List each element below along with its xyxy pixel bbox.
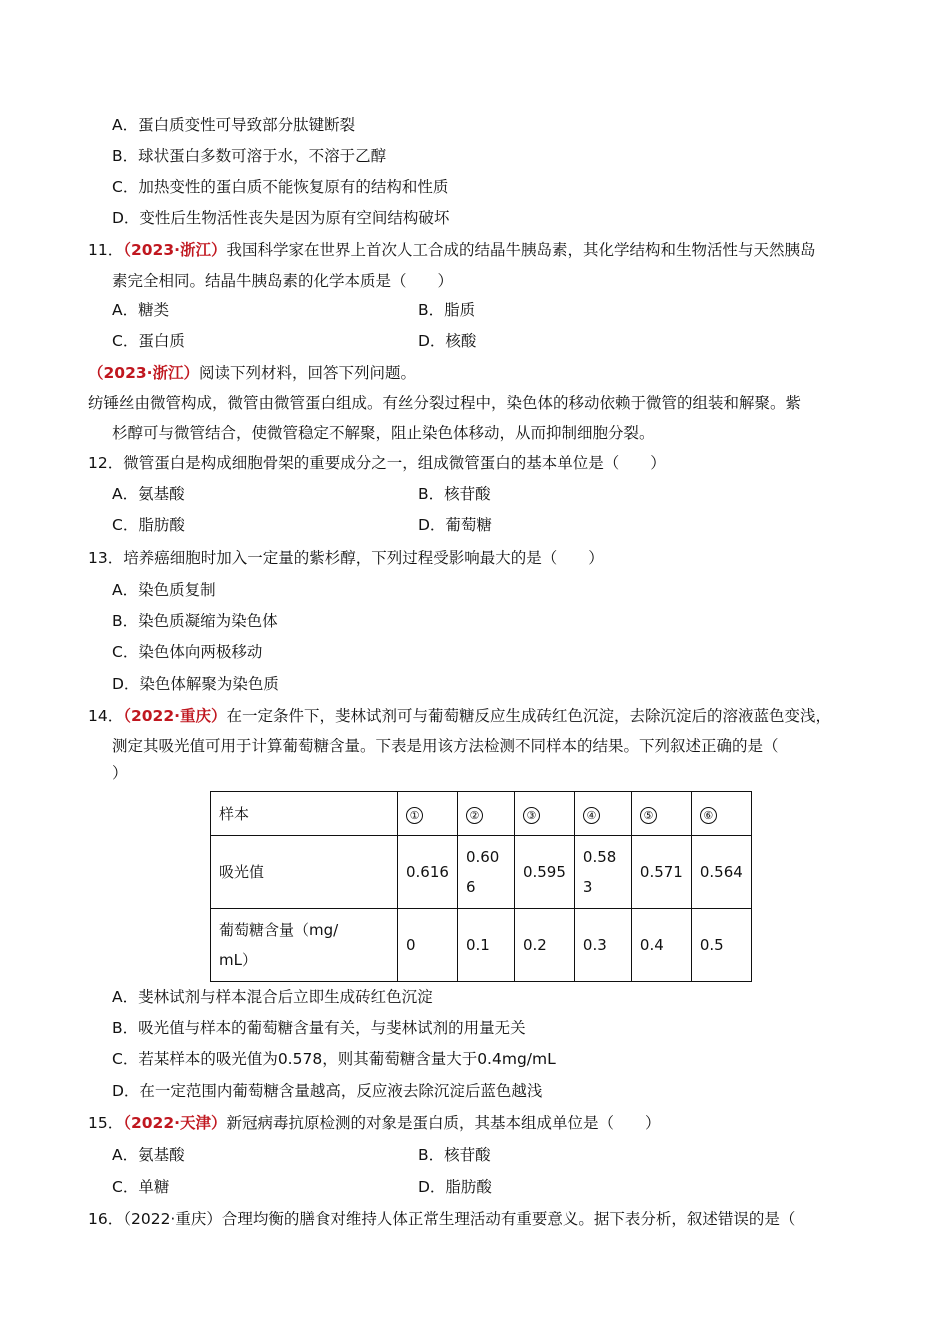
absorbance-value-wrap: 6 [465, 878, 476, 896]
q14-option-b: B．吸光值与样本的葡萄糖含量有关，与斐林试剂的用量无关 [112, 1019, 526, 1037]
q15-stem [88, 1112, 661, 1134]
absorbance-value: 0.58 [582, 848, 617, 866]
q11-option-d: D．核酸 [418, 332, 477, 350]
absorbance-value-wrap: 3 [582, 878, 593, 896]
sample-label: ⑥ [700, 807, 717, 824]
q14-stem-line1 [88, 705, 831, 727]
q11-option-a: A．糖类 [112, 301, 170, 319]
sample-cell [398, 792, 458, 836]
q14-option-c: C．若某样本的吸光值为0.578，则其葡萄糖含量大于0.4mg/mL [112, 1050, 556, 1068]
q10-option-d: D．变性后生物活性丧失是因为原有空间结构破坏 [112, 209, 450, 227]
source-tag: （2023·浙江） [123, 241, 227, 259]
table-row-glucose [211, 909, 752, 982]
source-tag: （2022·重庆） [123, 1210, 222, 1228]
q13-option-a: A．染色质复制 [112, 581, 216, 599]
material-header [88, 362, 416, 384]
stem-text: 合理均衡的膳食对维持人体正常生理活动有重要意义。据下表分析，叙述错误的是（ [221, 1210, 796, 1228]
glucose-cell: 0 [398, 909, 458, 982]
question-number: 14． [88, 707, 124, 725]
sample-label: ⑤ [640, 807, 657, 824]
table-row-absorbance [211, 836, 752, 909]
stem-text: 新冠病毒抗原检测的对象是蛋白质，其基本组成单位是（ ） [226, 1114, 661, 1132]
row-label-line2: mL） [219, 951, 257, 969]
sample-label: ① [406, 807, 423, 824]
sample-label: ④ [583, 807, 600, 824]
glucose-cell: 0.1 [457, 909, 514, 982]
sample-cell [514, 792, 574, 836]
q15-option-d: D．脂肪酸 [418, 1178, 492, 1196]
q13-option-c: C．染色体向两极移动 [112, 643, 263, 661]
source-tag: （2022·天津） [123, 1114, 227, 1132]
q14-stem-line2: 测定其吸光值可用于计算葡萄糖含量。下表是用该方法检测不同样本的结果。下列叙述正确的是（ [112, 737, 779, 755]
q10-option-b: B．球状蛋白多数可溶于水，不溶于乙醇 [112, 147, 387, 165]
source-tag: （2023·浙江） [88, 364, 200, 382]
q14-stem-line3: ） [112, 764, 128, 782]
q15-option-c: C．单糖 [112, 1178, 170, 1196]
source-tag: （2022·重庆） [123, 707, 227, 725]
q16-stem [88, 1208, 795, 1230]
sample-cell [457, 792, 514, 836]
q13-option-d: D．染色体解聚为染色质 [112, 675, 279, 693]
q10-option-a: A．蛋白质变性可导致部分肽键断裂 [112, 116, 356, 134]
glucose-absorbance-table [210, 791, 752, 982]
q11-stem-line2: 素完全相同。结晶牛胰岛素的化学本质是（ ） [112, 272, 454, 290]
row-label: 吸光值 [211, 836, 398, 909]
sample-label: ③ [523, 807, 540, 824]
glucose-cell: 0.5 [691, 909, 751, 982]
sample-label: ② [466, 807, 483, 824]
glucose-cell: 0.4 [631, 909, 691, 982]
q12-stem: 12．微管蛋白是构成细胞骨架的重要成分之一，组成微管蛋白的基本单位是（ ） [88, 454, 666, 472]
q10-option-c: C．加热变性的蛋白质不能恢复原有的结构和性质 [112, 178, 449, 196]
q12-option-c: C．脂肪酸 [112, 516, 185, 534]
row-label: 样本 [211, 792, 398, 836]
absorbance-cell: 0.595 [514, 836, 574, 909]
table-row-sample [211, 792, 752, 836]
glucose-cell: 0.3 [574, 909, 631, 982]
question-number: 15． [88, 1114, 124, 1132]
absorbance-cell: 0.564 [691, 836, 751, 909]
absorbance-cell: 0.571 [631, 836, 691, 909]
absorbance-cell [574, 836, 631, 909]
row-label [211, 909, 398, 982]
q15-option-b: B．核苷酸 [418, 1146, 491, 1164]
material-intro: 阅读下列材料，回答下列问题。 [199, 364, 417, 382]
glucose-cell: 0.2 [514, 909, 574, 982]
sample-cell [691, 792, 751, 836]
q11-option-b: B．脂质 [418, 301, 476, 319]
q15-option-a: A．氨基酸 [112, 1146, 185, 1164]
sample-cell [631, 792, 691, 836]
absorbance-cell: 0.616 [398, 836, 458, 909]
q13-stem: 13．培养癌细胞时加入一定量的紫杉醇，下列过程受影响最大的是（ ） [88, 549, 604, 567]
absorbance-value: 0.60 [465, 848, 500, 866]
q12-option-d: D．葡萄糖 [418, 516, 492, 534]
q11-stem-line1 [88, 239, 816, 261]
q11-option-c: C．蛋白质 [112, 332, 185, 350]
q13-option-b: B．染色质凝缩为染色体 [112, 612, 278, 630]
question-number: 11． [88, 241, 124, 259]
stem-text: 在一定条件下，斐林试剂可与葡萄糖反应生成砖红色沉淀，去除沉淀后的溶液蓝色变浅， [226, 707, 832, 725]
row-label-line1: 葡萄糖含量（mg/ [219, 921, 339, 939]
q12-option-a: A．氨基酸 [112, 485, 185, 503]
q12-option-b: B．核苷酸 [418, 485, 491, 503]
stem-text: 我国科学家在世界上首次人工合成的结晶牛胰岛素，其化学结构和生物活性与天然胰岛 [226, 241, 816, 259]
question-number: 16． [88, 1210, 124, 1228]
material-line1: 纺锤丝由微管构成，微管由微管蛋白组成。有丝分裂过程中，染色体的移动依赖于微管的组装和解聚。紫 [88, 394, 802, 412]
sample-cell [574, 792, 631, 836]
material-line2: 杉醇可与微管结合，使微管稳定不解聚，阻止染色体移动，从而抑制细胞分裂。 [112, 424, 655, 442]
q14-option-d: D．在一定范围内葡萄糖含量越高，反应液去除沉淀后蓝色越浅 [112, 1082, 543, 1100]
absorbance-cell [457, 836, 514, 909]
q14-option-a: A．斐林试剂与样本混合后立即生成砖红色沉淀 [112, 988, 433, 1006]
